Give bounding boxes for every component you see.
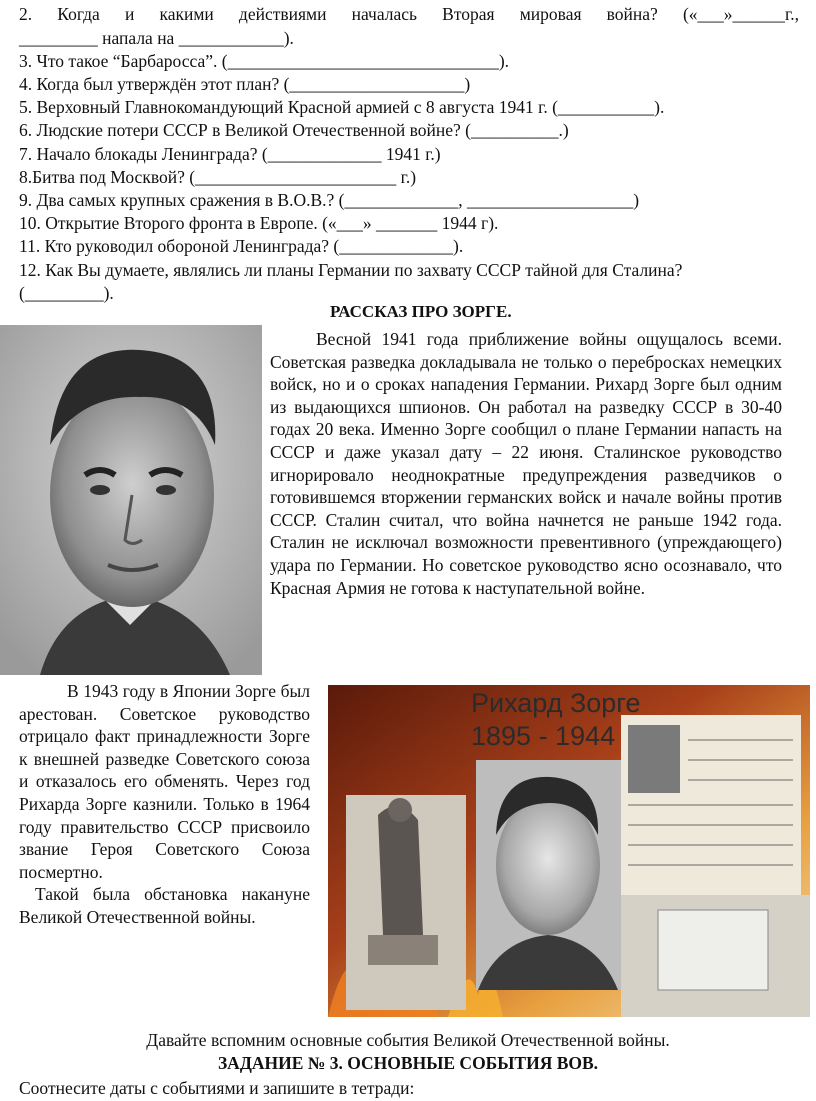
arrest-text [19,680,310,929]
story-title: РАССКАЗ ПРО ЗОРГЕ. [330,302,512,321]
collage-years: 1895 - 1944 [471,721,616,751]
question-11: 11. Кто руководил обороной Ленинграда? (_____________). [19,236,464,256]
question-5: 5. Верховный Главнокомандующий Красной армией с 8 августа 1941 г. (___________). [19,97,665,117]
question-9: 9. Два самых крупных сражения в В.О.В.? (_____________, ___________________) [19,190,640,210]
arrest-paragraph: В 1943 году в Японии Зорге был арестован. Советское руководство отрицало факт принадлежности Зорге к внешней разведке Советского союза и отказалось его обменять. Через год Рихарда Зорге казнили. Только в 1964 году правительство СССР присвоило звание Героя Советского Союза посмертно. [19,681,310,882]
question-12-cont: (_________). [19,283,114,303]
zorge-portrait-photo [0,325,262,675]
collage-title: Рихард Зорге [471,688,641,718]
question-8: 8.Битва под Москвой? (_______________________ г.) [19,167,417,187]
question-10: 10. Открытие Второго фронта в Европе. («___» _______ 1944 г). [19,213,499,233]
question-6: 6. Людские потери СССР в Великой Отечественной войне? (__________.) [19,120,569,140]
task-instruction: Соотнесите даты с событиями и запишите в тетради: [19,1078,415,1098]
question-3: 3. Что такое “Барбаросса”. (_______________________________). [19,51,510,71]
task-title: ЗАДАНИЕ № 3. ОСНОВНЫЕ СОБЫТИЯ ВОВ. [217,1053,599,1073]
question-2: 2. Когда и какими действиями началась Вторая мировая война? («___»______г., [19,4,799,24]
story-text [270,328,782,599]
question-2-cont: _________ напала на ____________). [19,28,294,48]
situation-paragraph: Такой была обстановка накануне Великой Отечественной войны. [19,884,310,927]
question-12: 12. Как Вы думаете, являлись ли планы Германии по захвату СССР тайной для Сталина? [19,260,683,280]
intro-line: Давайте вспомним основные события Великой Отечественной войны. [146,1030,670,1050]
question-7: 7. Начало блокады Ленинграда? (_____________ 1941 г.) [19,144,441,164]
question-4: 4. Когда был утверждён этот план? (____________________) [19,74,471,94]
story-paragraph: Весной 1941 года приближение войны ощущалось всеми. Советская разведка докладывала не только о перебросках немецких войск, но и о сроках нападения Германии. Рихард Зорге был одним из выдающихся шпионов. Он работал на разведку СССР в 30-40 годах 20 века. Именно Зорге сообщил о плане Германии напасть на СССР и даже указал дату – 22 июня. Сталинское руководство игнорировало неоднократные предупреждения разведчиков о готовившемся вторжении германских войск и начале войны против СССР. Сталин считал, что война начнется не раньше 1942 года. Сталин не исключал возможности превентивного (упреждающего) удара по Германии. Но советское руководство ясно осознавало, что Красная Армия не готова к наступательной войне. [270,329,782,598]
zorge-collage [328,685,810,1017]
